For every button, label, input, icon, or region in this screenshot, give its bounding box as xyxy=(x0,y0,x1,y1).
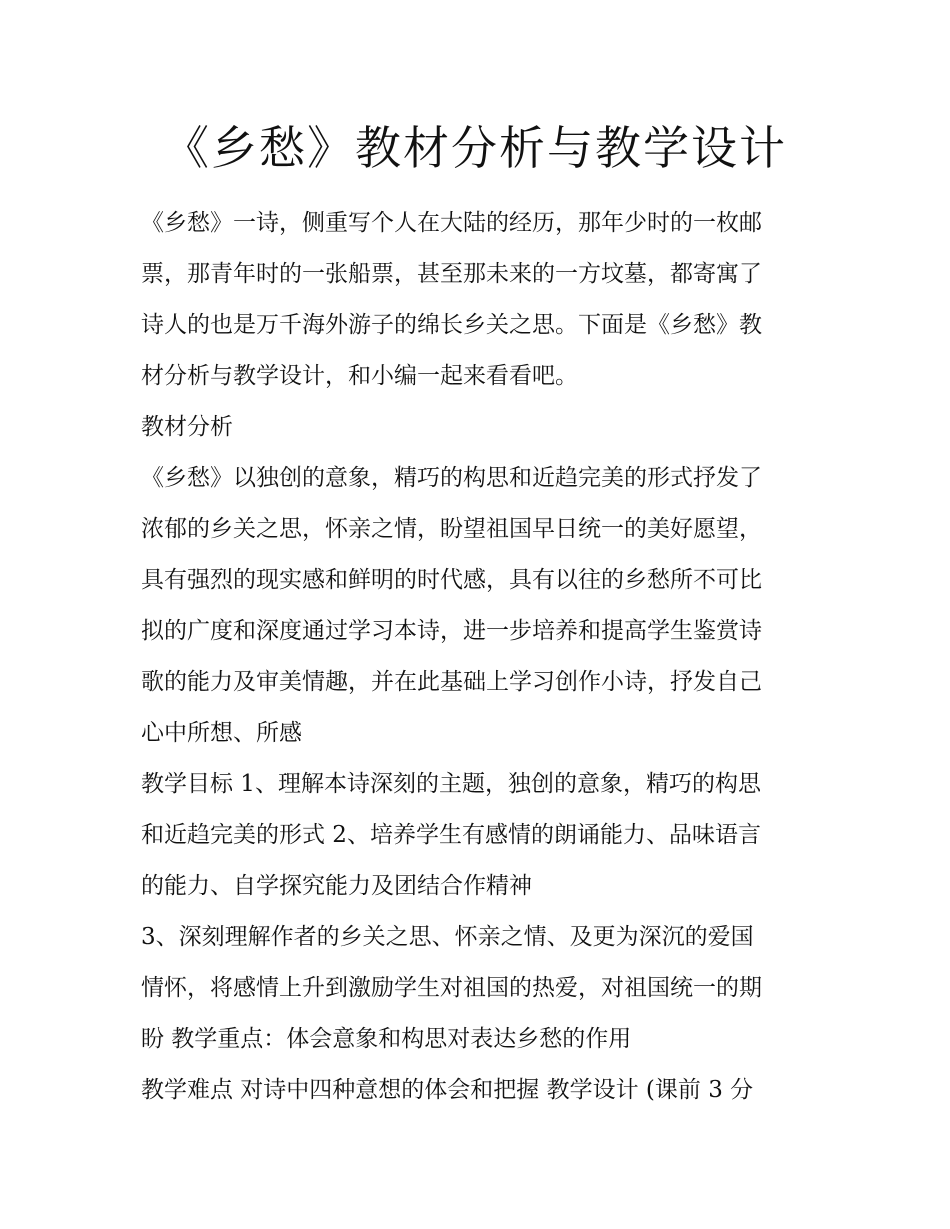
body-line: 3、深刻理解作者的乡关之思、怀亲之情、及更为深沉的爱国 xyxy=(141,924,754,950)
body-line: 教学难点 对诗中四种意想的体会和把握 教学设计 (课前 3 分 xyxy=(141,1077,754,1103)
body-line: 材分析与教学设计，和小编一起来看看吧。 xyxy=(141,363,578,389)
body-line: 具有强烈的现实感和鲜明的时代感，具有以往的乡愁所不可比 xyxy=(141,567,762,593)
document-title: 《乡愁》教材分析与教学设计 xyxy=(163,121,787,175)
body-line: 票，那青年时的一张船票，甚至那未来的一方坟墓，都寄寓了 xyxy=(141,261,762,287)
body-line: 心中所想、所感 xyxy=(141,720,302,746)
section-heading-textbook-analysis: 教材分析 xyxy=(141,414,233,440)
document-body xyxy=(141,198,813,1116)
body-line: 盼 教学重点：体会意象和构思对表达乡愁的作用 xyxy=(141,1026,632,1052)
body-line: 的能力、自学探究能力及团结合作精神 xyxy=(141,873,532,899)
body-line: 拟的广度和深度通过学习本诗，进一步培养和提高学生鉴赏诗 xyxy=(141,618,762,644)
body-line: 和近趋完美的形式 2、培养学生有感情的朗诵能力、品味语言 xyxy=(141,822,761,848)
body-line: 《乡愁》以独创的意象，精巧的构思和近趋完美的形式抒发了 xyxy=(141,465,762,491)
body-line: 《乡愁》一诗，侧重写个人在大陆的经历，那年少时的一枚邮 xyxy=(141,210,762,236)
body-line: 歌的能力及审美情趣，并在此基础上学习创作小诗，抒发自己 xyxy=(141,669,762,695)
body-line: 教学目标 1、理解本诗深刻的主题，独创的意象，精巧的构思 xyxy=(141,771,761,797)
body-line: 浓郁的乡关之思，怀亲之情，盼望祖国早日统一的美好愿望， xyxy=(141,516,762,542)
body-line: 情怀，将感情上升到激励学生对祖国的热爱，对祖国统一的期 xyxy=(141,975,762,1001)
body-line: 诗人的也是万千海外游子的绵长乡关之思。下面是《乡愁》教 xyxy=(141,312,762,338)
